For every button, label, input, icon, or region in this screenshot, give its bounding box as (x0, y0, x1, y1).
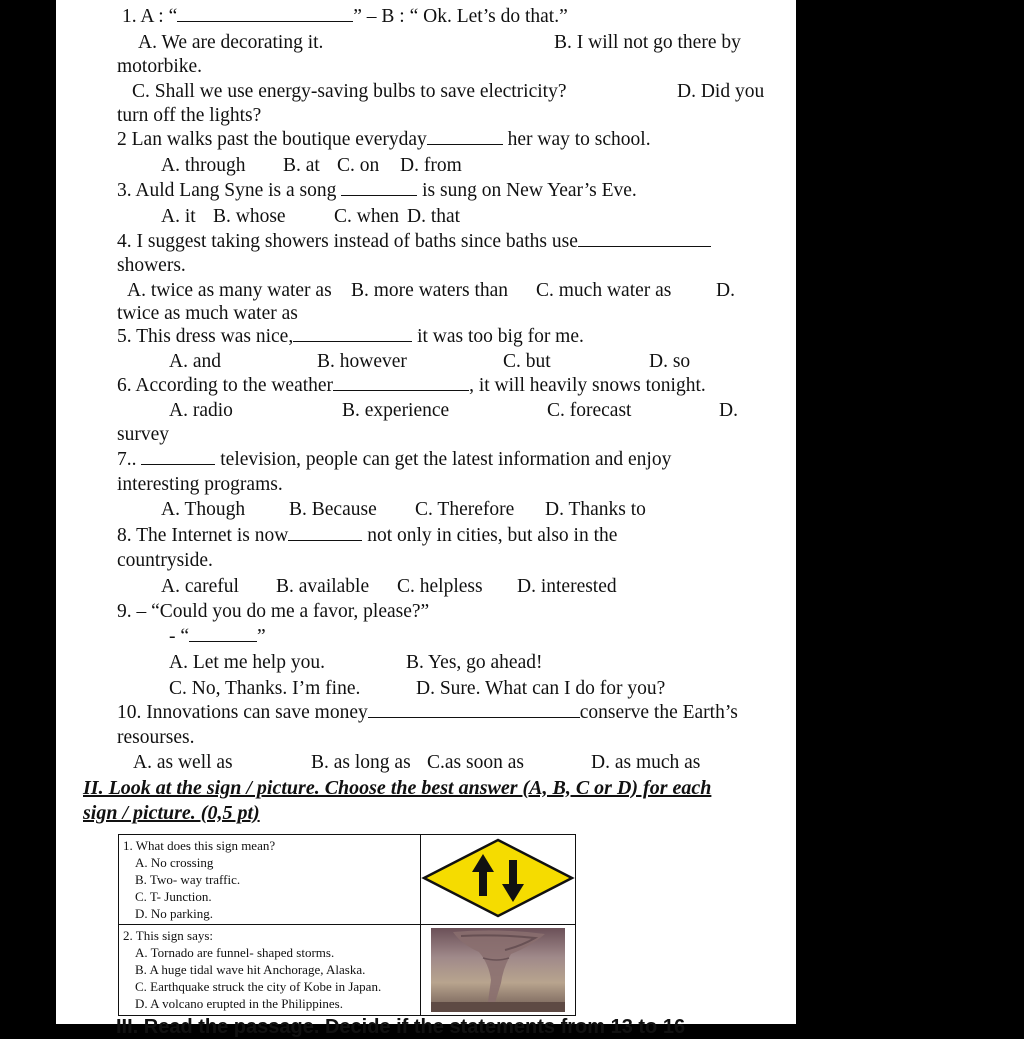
option: D. interested (517, 576, 617, 597)
question-9-response: - “ ” (169, 626, 266, 647)
option-continuation: survey (117, 424, 169, 445)
sign-question-cell (119, 925, 421, 1016)
section-3-heading-cutoff: III. Read the passage. Decide if the statements from 13 to 16 (116, 1016, 686, 1038)
option: C.as soon as (427, 752, 524, 773)
option-continuation: twice as much water as (117, 303, 298, 324)
sign-question-text: 2. This sign says: (123, 928, 214, 943)
answer-blank[interactable] (368, 702, 580, 718)
option: B. A huge tidal wave hit Anchorage, Alaska. (135, 962, 366, 977)
option: B. Yes, go ahead! (406, 652, 543, 673)
option: C. much water as (536, 280, 672, 301)
question-6-stem: 6. According to the weather , it will heavily snows tonight. (117, 375, 706, 396)
option: A. radio (169, 400, 233, 421)
option: B. available (276, 576, 370, 597)
sign-question-text: 1. What does this sign mean? (123, 838, 276, 853)
question-7-stem: 7.. television, people can get the latest information and enjoy (117, 449, 672, 470)
option: C. Therefore (415, 499, 515, 520)
option: A. and (169, 351, 221, 372)
sign-question-table (118, 834, 576, 1016)
option: B. experience (342, 400, 450, 421)
table-row (119, 835, 576, 925)
option: B. Two- way traffic. (135, 872, 241, 887)
option: A. Though (161, 499, 246, 520)
option: D. No parking. (135, 906, 213, 921)
option: B. more waters than (351, 280, 509, 301)
option: D. (716, 280, 735, 301)
option: B. whose (213, 206, 286, 227)
table-row (119, 925, 576, 1016)
sign-question-cell (119, 835, 421, 925)
question-4-stem: 4. I suggest taking showers instead of baths since baths use (117, 230, 711, 254)
option: C. forecast (547, 400, 632, 421)
option: C. but (503, 351, 551, 372)
option: A. Tornado are funnel- shaped storms. (135, 945, 335, 960)
option: A. Let me help you. (169, 652, 325, 673)
option: D. A volcano erupted in the Philippines. (135, 996, 343, 1011)
option: D. so (649, 351, 691, 372)
answer-blank[interactable] (177, 6, 353, 22)
question-10-stem: 10. Innovations can save money conserve the Earth’s (117, 702, 738, 723)
option: B. Because (289, 499, 377, 520)
option: D. as much as (591, 752, 701, 773)
option: C. No, Thanks. I’m fine. (169, 678, 361, 699)
option: A. through (161, 155, 246, 176)
answer-blank[interactable] (189, 626, 257, 642)
section-2-heading-cont: sign / picture. (0,5 pt) (83, 802, 260, 824)
option: D. Sure. What can I do for you? (416, 678, 666, 699)
option-continuation: motorbike. (117, 56, 203, 77)
option: C. when (334, 206, 399, 227)
stem-continuation: countryside. (117, 550, 213, 571)
sign-picture-cell (421, 835, 576, 925)
option: A. as well as (133, 752, 233, 773)
option: D. (719, 400, 738, 421)
tornado-photo (431, 928, 565, 1012)
option: B. at (283, 155, 320, 176)
stem-continuation: showers. (117, 255, 186, 276)
option: A. We are decorating it. (138, 32, 324, 53)
stem-continuation: interesting programs. (117, 474, 283, 495)
option: A. No crossing (135, 855, 214, 870)
answer-blank[interactable] (288, 525, 362, 541)
option: D. that (407, 206, 461, 227)
section-2-heading: II. Look at the sign / picture. Choose the best answer (A, B, C or D) for each (83, 777, 712, 799)
option-continuation: turn off the lights? (117, 105, 262, 126)
option: B. I will not go there by (554, 32, 741, 53)
option: A. careful (161, 576, 239, 597)
question-5-stem: 5. This dress was nice, it was too big for me. (117, 326, 584, 347)
option: B. as long as (311, 752, 411, 773)
worksheet-page (56, 0, 796, 1038)
answer-blank[interactable] (427, 129, 503, 145)
two-way-traffic-sign-icon (422, 836, 574, 920)
question-8-stem: 8. The Internet is now not only in cities, but also in the (117, 525, 618, 546)
question-2-stem: 2 Lan walks past the boutique everyday her way to school. (117, 129, 651, 150)
sign-picture-cell (421, 925, 576, 1016)
option: B. however (317, 351, 407, 372)
option: D. from (400, 155, 462, 176)
answer-blank[interactable] (578, 231, 711, 247)
option: C. Earthquake struck the city of Kobe in Japan. (135, 979, 382, 994)
option: C. T- Junction. (135, 889, 212, 904)
option: C. on (337, 155, 380, 176)
question-3-stem: 3. Auld Lang Syne is a song is sung on New Year’s Eve. (117, 180, 637, 201)
answer-blank[interactable] (141, 449, 215, 465)
answer-blank[interactable] (341, 180, 417, 196)
option: C. Shall we use energy-saving bulbs to save electricity? (132, 81, 567, 102)
question-1-stem: 1. A : “ ” – B : “ Ok. Let’s do that.” (122, 6, 568, 27)
question-9-stem: 9. – “Could you do me a favor, please?” (117, 601, 430, 622)
answer-blank[interactable] (293, 326, 412, 342)
option: A. it (161, 206, 196, 227)
option: D. Thanks to (545, 499, 646, 520)
option: A. twice as many water as (127, 280, 332, 301)
answer-blank[interactable] (333, 375, 469, 391)
option: D. Did you (677, 81, 765, 102)
option: C. helpless (397, 576, 483, 597)
stem-continuation: resourses. (117, 727, 195, 748)
